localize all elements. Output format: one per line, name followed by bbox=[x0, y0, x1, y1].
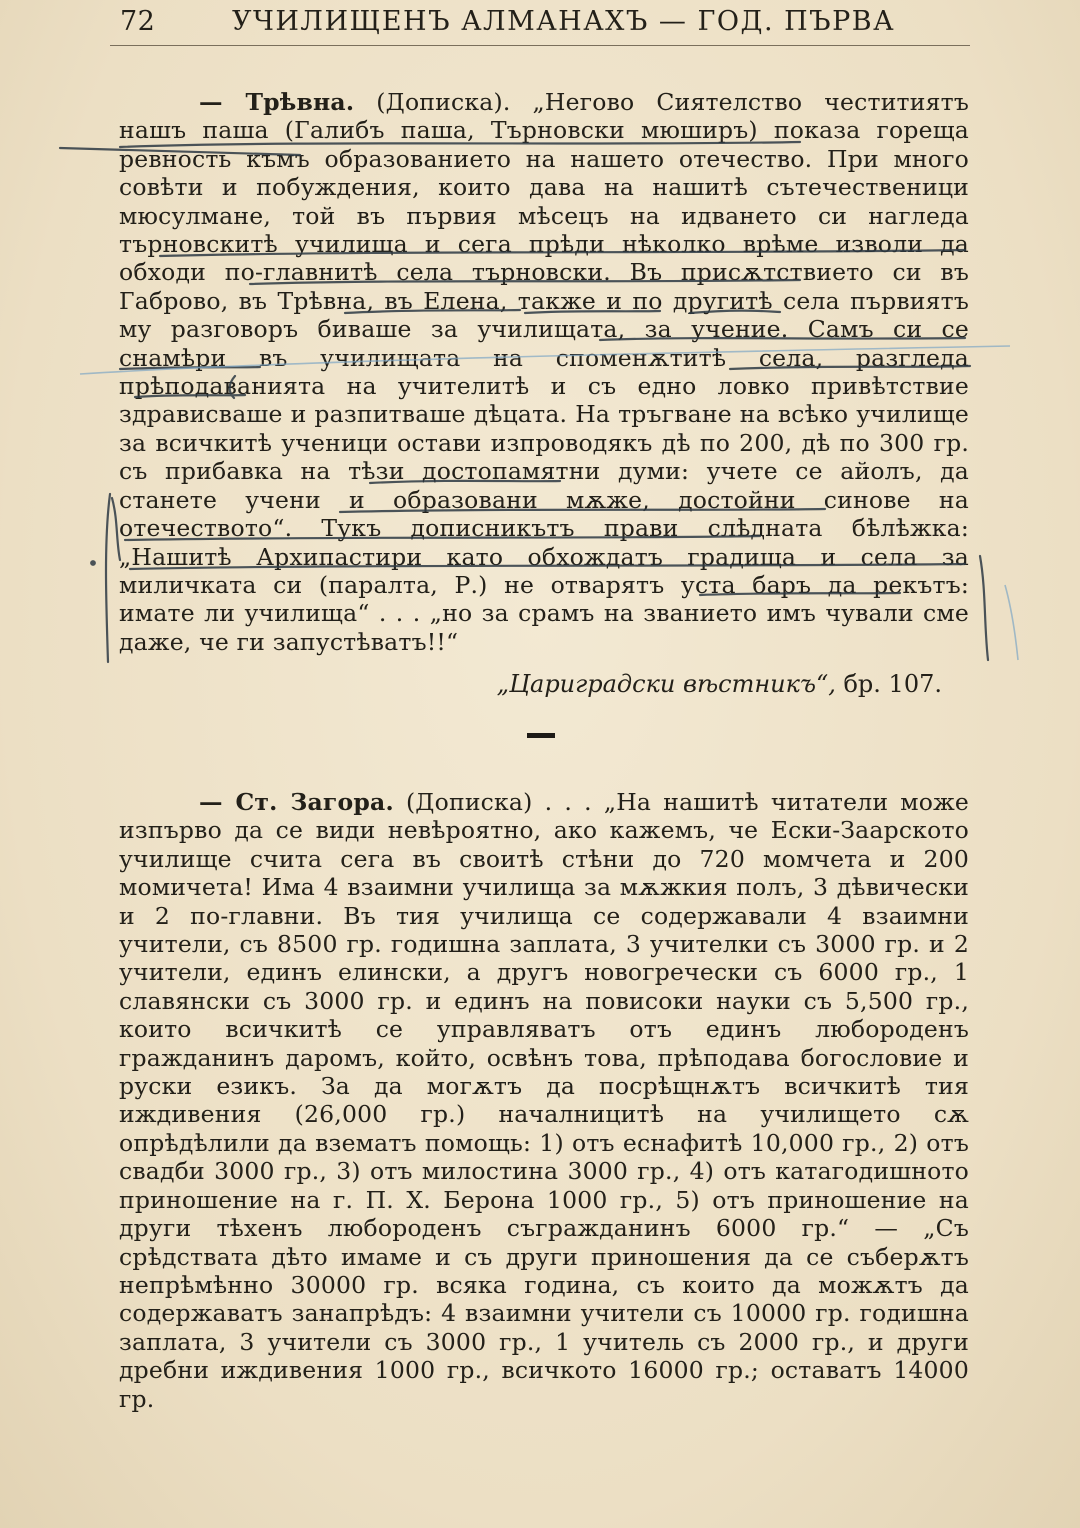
page-number: 72 bbox=[120, 6, 156, 37]
header-rule bbox=[110, 45, 970, 46]
section-divider bbox=[527, 733, 555, 738]
source-citation bbox=[497, 670, 942, 698]
running-title: УЧИЛИЩЕНЪ АЛМАНАХЪ — ГОД. ПЪРВА bbox=[232, 6, 896, 37]
bracket-mark bbox=[106, 494, 110, 662]
source-title: „Цариградски вѣстникъ“, bbox=[496, 670, 836, 698]
article-trevna-text: (Дописка). „Негово Сиятелство честитиятъ нашъ паша (Галибъ паша, Търновски мюширъ) показа гореща ревность къмъ образованието на нашето отечество. При много совѣти и побуждения, които дава на нашитѣ сътечественици мюсулмане, той въ първия мѣсецъ на идването си нагледа търновскитѣ училища и сега прѣди нѣколко врѣме изволи да обходи по-главнитѣ села търновски. Въ присѫтствието си въ Габрово, въ Трѣвна, въ Елена, также и по другитѣ села първиятъ му разговоръ биваше за училищата, за учение. Самъ си се снамѣри въ училищата на споменѫтитѣ села, разгледа прѣподаванията на учителитѣ и съ едно ловко привѣтствие здрависваше и разпитваше дѣцата. На тръгване на всѣко училище за всичкитѣ ученици остави изпроводякъ дѣ по 200, дѣ по 300 гр. съ прибавка на тѣзи достопамятни думи: учете се айолъ, да станете учени и образовани мѫже, достойни синове на отечеството“. Тукъ дописникътъ прави слѣдната бѣлѣжка: „Нашитѣ Архипастири като обхождатъ градища и села за миличката си (паралта, Р.) не отварятъ уста баръ да рекътъ: имате ли училища“ . . . „но за срамъ на званието имъ чували сме даже, че ги запустѣватъ!!“ bbox=[119, 88, 970, 656]
source-issue: бр. 107. bbox=[843, 670, 942, 698]
article-stara-zagora bbox=[119, 788, 969, 1413]
page-header bbox=[110, 6, 970, 46]
article-stara-zagora-text: (Дописка) . . . „На нашитѣ читатели може изпърво да се види невѣроятно, ако кажемъ, че Ески-Заарското училище счита сега въ своитѣ стѣни до 720 момчета и 200 момичета! Има 4 взаимни училища за мѫжкия полъ, 3 дѣвически и 2 по-главни. Въ тия училища се содержавали 4 взаимни учители, съ 8500 гр. годишна заплата, 3 учителки съ 3000 гр. и 2 учители, единъ елински, а другъ новогрeчески съ 6000 гр., 1 славянски съ 3000 гр. и единъ на повисоки науки съ 5,500 гр., които всичкитѣ се управляватъ отъ единъ любороденъ гражданинъ даромъ, който, освѣнъ това, прѣподава богословие и руски езикъ. За да могѫтъ да посрѣщнѫтъ всичкитѣ тия иждивения (26,000 гр.) началницитѣ на училището сѫ опрѣдѣлили да взематъ помощь: 1) отъ еснафитѣ 10,000 гр., 2) отъ свадби 3000 гр., 3) отъ милостина 3000 гр., 4) отъ катагодишното приношение на г. П. Х. Берона 1000 гр., 5) отъ приношение на други тѣхенъ любороденъ съгражданинъ 6000 гр.“ — „Съ срѣдствата дѣто имаме и съ други приношения да се съберѫтъ непрѣмѣнно 30000 гр. всяка година, съ които да можѫтъ да содержаватъ занапрѣдъ: 4 взаимни учители съ 10000 гр. годишна заплата, 3 учители съ 3000 гр., 1 учитель съ 2000 гр., и други дребни иждивения 1000 гр., всичкото 16000 гр.; оставатъ 14000 гр. bbox=[119, 788, 970, 1413]
bracket-mark bbox=[980, 556, 988, 660]
pencil-dot bbox=[91, 561, 95, 565]
article-trevna-lead: — Трѣвна. bbox=[199, 88, 355, 116]
article-stara-zagora-lead: — Ст. Загора. bbox=[199, 788, 394, 816]
article-trevna bbox=[119, 88, 969, 656]
blue-ink-mark bbox=[1005, 585, 1018, 660]
